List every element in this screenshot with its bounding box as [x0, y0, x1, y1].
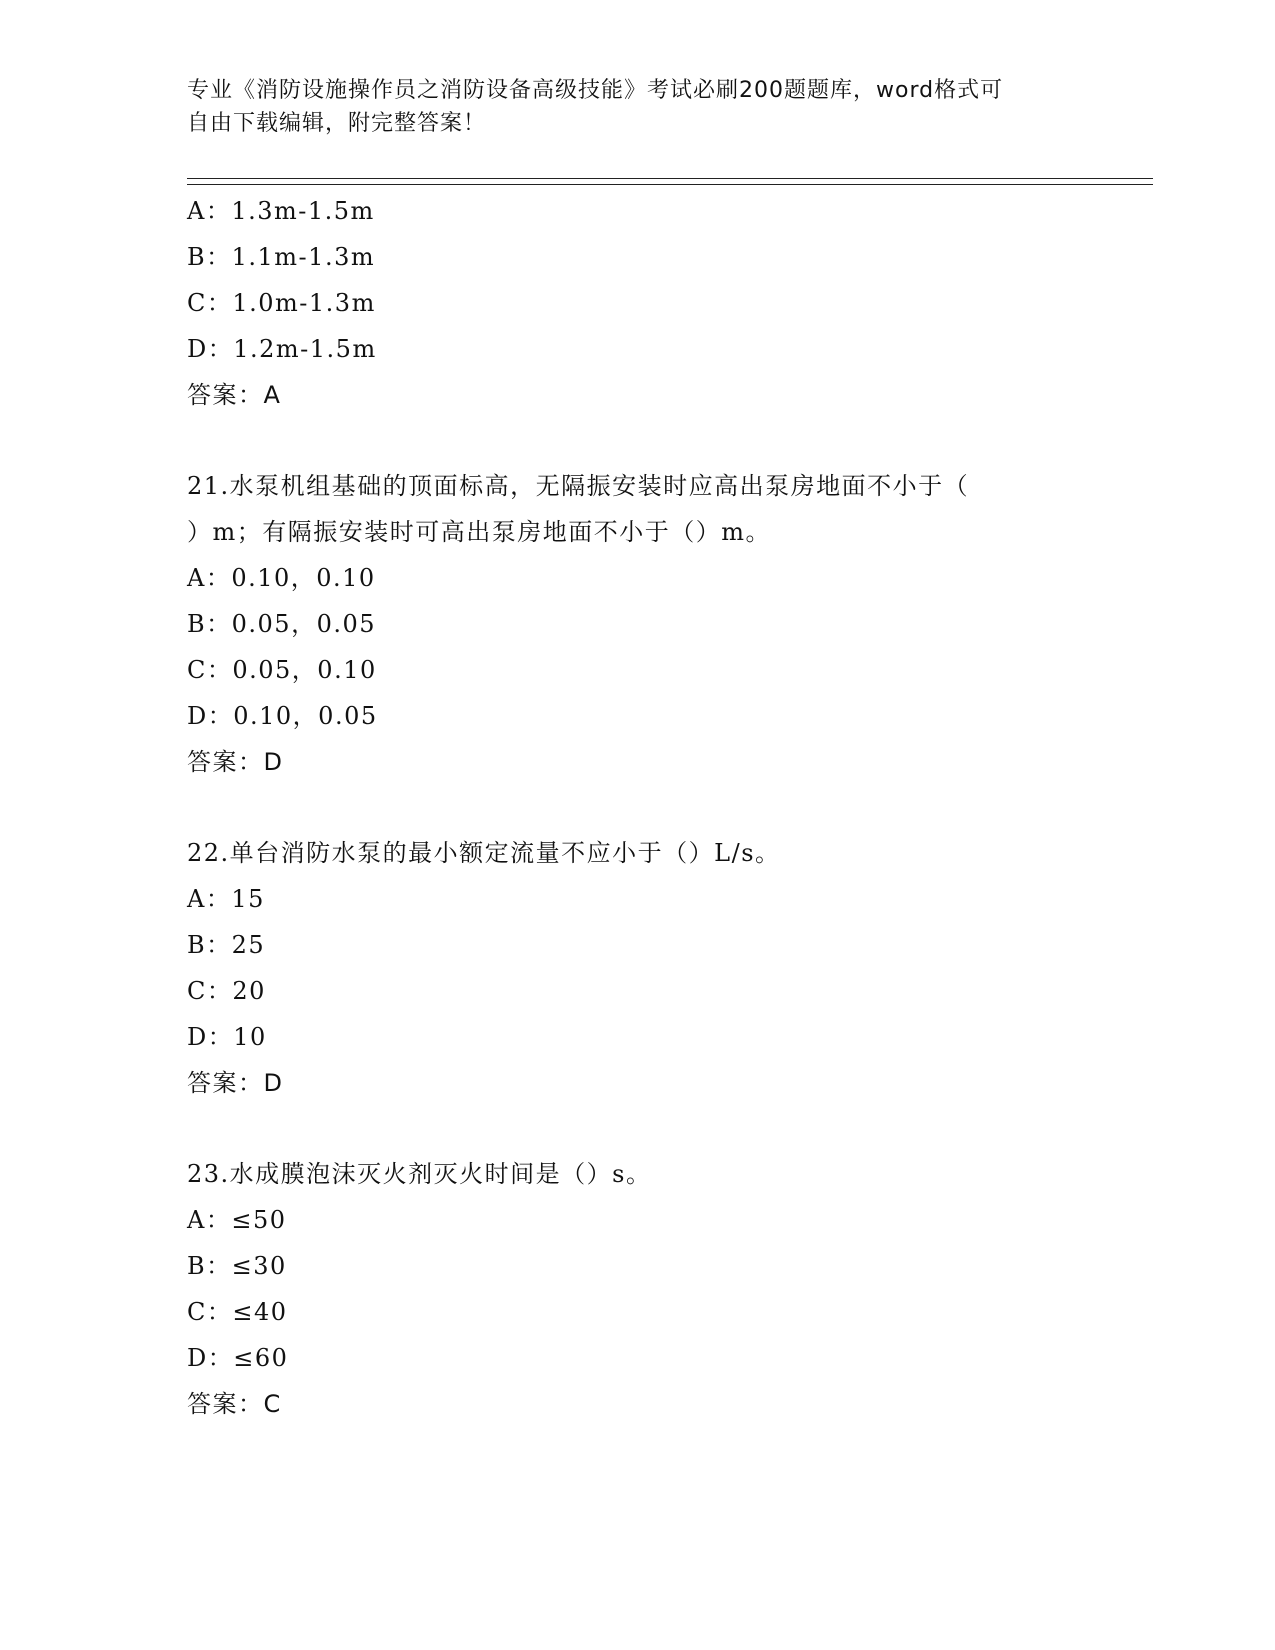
- question-23: [187, 1151, 1087, 1427]
- option-b: B：25: [187, 931, 266, 959]
- option-b: B：≤30: [187, 1252, 287, 1280]
- option-b: B：0.05，0.05: [187, 610, 377, 638]
- header-divider: [187, 178, 1153, 185]
- question-21: [187, 463, 1087, 785]
- answer-text: 答案：D: [187, 748, 284, 776]
- header-line-1: 专业《消防设施操作员之消防设备高级技能》考试必刷200题题库，word格式可: [187, 78, 1004, 103]
- option-c: C：≤40: [187, 1298, 288, 1326]
- option-a: A：15: [187, 885, 265, 913]
- header-line-2: 自由下载编辑，附完整答案！: [187, 111, 487, 136]
- answer-text: 答案：D: [187, 1069, 284, 1097]
- answer-text: 答案：C: [187, 1390, 282, 1418]
- question-stem: 21.水泵机组基础的顶面标高，无隔振安装时应高出泵房地面不小于（: [187, 472, 970, 500]
- option-b: B：1.1m-1.3m: [187, 243, 376, 271]
- answer-text: 答案：A: [187, 381, 282, 409]
- option-c: C：0.05，0.10: [187, 656, 377, 684]
- question-stem: 22.单台消防水泵的最小额定流量不应小于（）L/s。: [187, 839, 781, 867]
- option-a: A：1.3m-1.5m: [187, 197, 375, 225]
- question-stem: 23.水成膜泡沫灭火剂灭火时间是（）s。: [187, 1160, 652, 1188]
- document-header: [187, 74, 1087, 140]
- question-22: [187, 830, 1087, 1106]
- question-20-tail: [187, 188, 1087, 418]
- question-stem-continued: ）m；有隔振安装时可高出泵房地面不小于（）m。: [187, 518, 772, 546]
- option-a: A：≤50: [187, 1206, 287, 1234]
- question-list: [187, 188, 1087, 1427]
- option-d: D：1.2m-1.5m: [187, 335, 377, 363]
- option-c: C：20: [187, 977, 266, 1005]
- option-d: D：10: [187, 1023, 267, 1051]
- option-c: C：1.0m-1.3m: [187, 289, 376, 317]
- option-a: A：0.10，0.10: [187, 564, 376, 592]
- option-d: D：0.10，0.05: [187, 702, 378, 730]
- option-d: D：≤60: [187, 1344, 289, 1372]
